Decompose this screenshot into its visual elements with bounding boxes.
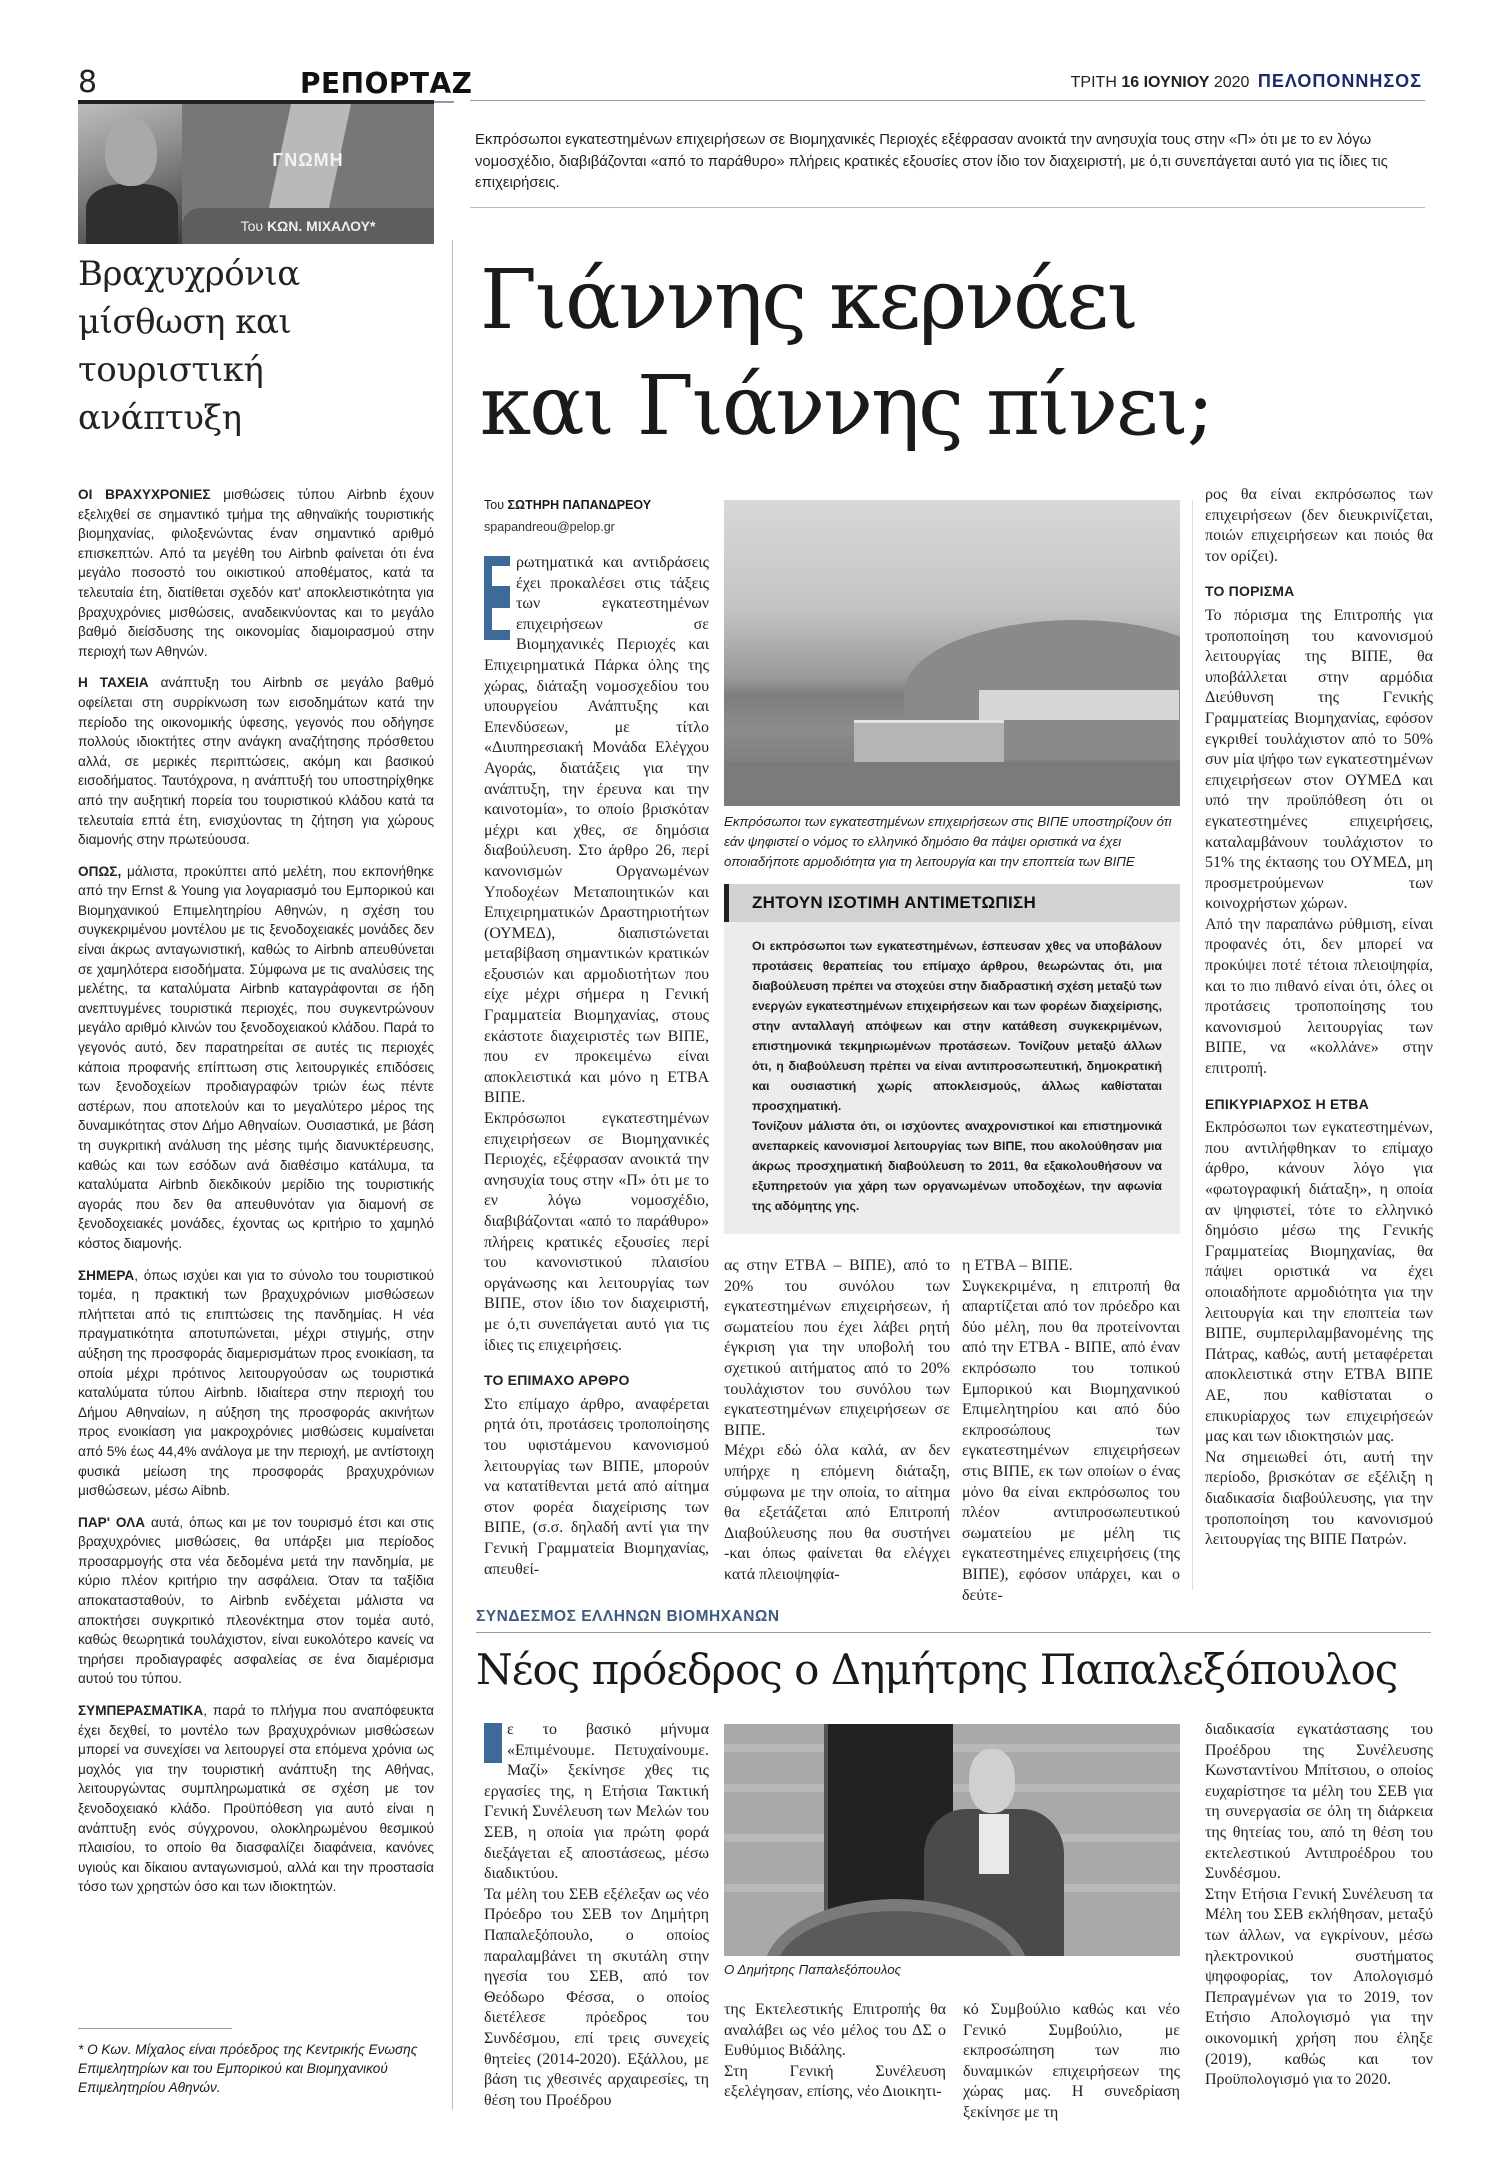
dropcap-m <box>484 1723 502 1763</box>
photo-building <box>854 720 1004 763</box>
photo-field <box>724 762 1180 806</box>
opinion-byline <box>182 208 434 244</box>
industrial-area-photo <box>724 500 1180 806</box>
article-paragraph: της Εκτελεστικής Επιτροπής θα αναλάβει ως νέο μέλος του ΔΣ ο Ευθύμιος Βιδάλης. <box>724 2001 946 2060</box>
sidebar-box-text <box>752 936 1162 1216</box>
article-paragraph: ας στην ΕΤΒΑ – ΒΙΠΕ), από το 20% του συνόλου των εγκατεστημένων επιχειρήσεων, ή σωματείου που έχει λάβει ρητή έγκριση για την υποβολή του σχετικού αιτήματος από το 20% τουλάχιστον του συνόλου των εγκατεστημένων επιχειρήσεων σε ΒΙΠΕ. <box>724 1257 950 1439</box>
article-byline <box>484 496 651 514</box>
paragraph-lead: ΟΠΩΣ, <box>78 863 122 879</box>
article-paragraph: η ΕΤΒΑ – ΒΙΠΕ. <box>962 1257 1073 1274</box>
sev-column-2 <box>724 2000 946 2103</box>
article-paragraph: Στο επίμαχο άρθρο, αναφέρεται ρητά ότι, προτάσεις τροποποίησης του υφιστάμενου κανονισμού λειτουργίας των ΒΙΠΕ, μπορούν να κατατίθενται μετά από αίτημα στον φορέα διαχείρισης των ΒΙΠΕ, (σ.σ. δηλαδή αντί για την Γενική Γραμματεία Βιομηχανίας, απευθεί- <box>484 1395 709 1578</box>
article-column-2 <box>724 1256 950 1586</box>
paragraph-lead: ΣΗΜΕΡΑ <box>78 1267 135 1283</box>
photo-caption: Εκπρόσωποι των εγκατεστημένων επιχειρήσεων στις ΒΙΠΕ υποστηρίζουν ότι εάν ψηφιστεί ο νόμος το ελληνικό δημόσιο θα πάψει οριστικά να έχει οποιαδήποτε αρμοδιότητα για τη λειτουργία και την εποπτεία των ΒΙΠΕ <box>724 814 1172 869</box>
opinion-paragraph <box>78 862 434 1254</box>
photo-speaker-head <box>969 1749 1015 1813</box>
paragraph-lead: Η ΤΑΧΕΙΑ <box>78 675 149 691</box>
opinion-paragraph <box>78 1513 434 1689</box>
lead-rule <box>470 207 1425 208</box>
opinion-title: Βραχυχρόνια μίσθωση και τουριστική ανάπτυξη <box>78 254 300 438</box>
sev-headline: Νέος πρόεδρος ο Δημήτρης Παπαλεξόπουλος <box>476 1645 1398 1694</box>
author-photo-head <box>105 118 157 186</box>
article-paragraph: Από την παραπάνω ρύθμιση, είναι προφανές ότι, δεν μπορεί να προκύψει ποτέ τέτοια πλειοψηφία, και το πιο πιθανό είναι ότι, όλες οι προτάσεις τροποποίησης του κανονισμού λειτουργίας των ΒΙΠΕ, να «κολλάνε» στην επιτροπή. <box>1205 915 1433 1078</box>
article-lead: Εκπρόσωποι εγκατεστημένων επιχειρήσεων σε Βιομηχανικές Περιοχές εξέφρασαν ανοικτά την ανησυχία τους στην «Π» ότι με το εν λόγω νομοσχέδιο, διαβιβάζονται «από το παράθυρο» πλήρεις κρατικές εξουσίες στον ίδιο τον διαχειριστή, με ό,τι συνεπάγεται αυτό για τις ίδιες τις επιχειρήσεις. <box>475 132 1388 191</box>
article-paragraph: ρος θα είναι εκπρόσωπος των επιχειρήσεων (δεν διευκρινίζεται, ποιών επιχειρήσεων και ποιός θα τον ορίζει). <box>1205 486 1433 565</box>
article-headline <box>480 248 1430 460</box>
section-title: ΡΕΠΟΡΤΑΖ <box>300 67 473 100</box>
dateline-date: 16 ΙΟΥΝΙΟΥ <box>1121 74 1210 91</box>
subheading: ΕΠΙΚΥΡΙΑΡΧΟΣ Η ΕΤΒΑ <box>1205 1095 1369 1112</box>
column-separator <box>1192 500 1193 1590</box>
column-divider <box>452 240 453 2110</box>
footnote-rule <box>78 2028 232 2029</box>
subheading: ΤΟ ΕΠΙΜΑΧΟ ΑΡΘΡΟ <box>484 1372 630 1389</box>
author-photo-suit <box>86 184 178 244</box>
box-paragraph: Τονίζουν μάλιστα ότι, οι ισχύοντες αναχρονιστικοί και επιστημονικά ανεπαρκείς κανονισμοί λειτουργίας των ΒΙΠΕ, που ακολούθησαν μια άκρως προσχηματική διαβούλευση το 2011, θα εξακολουθήσουν να εξυπηρετούν για χάρη των οργανωμένων υποδοχέων, την αφωνία της αδόμητης γης. <box>752 1119 1162 1213</box>
byline-prefix: Του <box>240 218 264 234</box>
photo-building <box>979 690 1179 720</box>
article-paragraph: Το πόρισμα της Επιτροπής για τροποποίηση του κανονισμού λειτουργίας της ΒΙΠΕ, θα υποβάλλεται στην αρμόδια Διεύθυνση της Γενικής Γραμματείας Βιομηχανίας, εφόσον εγκριθεί τουλάχιστον από το 50% συν μία ψήφο των εγκατεστημένων επιχειρήσεων στον ΟΥΜΕΔ και υπό την προϋπόθεση ότι οι εγκατεστημένες επιχειρήσεις, καταλαμβάνουν τουλάχιστον το 51% της έκτασης του ΟΥΜΕΔ, μη προσμετρούμενων των κοινοχρήστων χώρων. <box>1205 606 1433 913</box>
dateline-year: 2020 <box>1213 74 1250 91</box>
article-column-4 <box>1205 485 1433 1551</box>
article-paragraph: Εκπρόσωποι των εγκατεστημένων, που αντιλήφθηκαν το επίμαχο άρθρο, κάνουν λόγο για «φωτογραφική διάταξη», η οποία αν ψηφιστεί, τότε το ελληνικό δημόσιο μέσω της Γενικής Γραμματείας Βιομηχανίας, θα πάψει οριστικά να έχει οποιαδήποτε αρμοδιότητα για την λειτουργία και την εποπτεία των ΒΙΠΕ, συμπεριλαμβανομένης της Πάτρας, καθώς, αυτή μεταφέρεται αποκλειστικά στην ΕΤΒΑ ΒΙΠΕ ΑΕ, που καθίσταται ο επικυρίαρχος των επιχειρήσεών μας και των ιδιοκτησιών μας. <box>1205 1119 1433 1446</box>
article-paragraph: ε το βασικό μήνυμα «Επιμένουμε. Πετυχαίνουμε. Μαζί» ξεκίνησε χθες τις εργασίες της, η Ετήσια Τακτική Γενική Συνέλευση των Μελών του ΣΕΒ, η οποία για πρώτη φορά διεξάγεται εξ αποστάσεως, μέσω διαδικτύου. <box>484 1721 709 1883</box>
paragraph-text: αυτά, όπως και με τον τουρισμό έτσι και στις βραχυχρόνιες μισθώσεις, θα υπάρξει μια περίοδος προσαρμογής στα νέα δεδομένα μετά την πανδημία, με κύριο πλέον κριτήριο την ασφάλεια. Όταν τα ταξίδια αποκατασταθούν, το Airbnb ενδέχεται μάλιστα να αποκτήσει συγκριτικό πλεονέκτημα στον τομέα αυτό, καθώς θεωρητικά τουλάχιστον, είναι ευκολότερο κανείς να τηρήσει προδιαγραφές ασφαλείας σε ένα διαμέρισμα αυτού του τύπου. <box>78 1514 434 1687</box>
article-paragraph: Στη Γενική Συνέλευση εξελέγησαν, επίσης, νέο Διοικητι- <box>724 2062 946 2101</box>
article-author: ΣΩΤΗΡΗ ΠΑΠΑΝΔΡΕΟΥ <box>507 498 652 512</box>
opinion-label: ΓΝΩΜΗ <box>272 150 344 170</box>
byline-prefix: Του <box>484 498 505 512</box>
article-paragraph: Συγκεκριμένα, η επιτροπή θα απαρτίζεται από τον πρόεδρο και δύο μέλη, που θα προτείνονται από την ΕΤΒΑ - ΒΙΠΕ, από έναν εκπρόσωπο του τοπικού Εμπορικού και Βιομηχανικού Επιμελητηρίου και από δύο εκπροσώπους των εγκατεστημένων επιχειρήσεων στις ΒΙΠΕ, εκ των οποίων ο ένας μόνο θα είναι εκπρόσωπος του πλέον αντιπροσωπευτικού σωματείου με μέλη τις εγκατεστημένες επιχειρήσεις (της ΒΙΠΕ), εφόσον υπάρχει, και ο δεύτε- <box>962 1277 1180 1604</box>
paragraph-lead: ΣΥΜΠΕΡΑΣΜΑΤΙΚΑ <box>78 1703 204 1719</box>
headline-line-2: και Γιάννης πίνει; <box>480 359 1213 454</box>
paragraph-text: ανάπτυξη του Airbnb σε μεγάλο βαθμό οφείλεται στη συρρίκνωση των εισοδημάτων κατά την περίοδο της οικονομικής ύφεσης, γεγονός που οδήγησε πολλούς ιδιοκτήτες στην ανάγκη αναζήτησης πρόσθετου αλλά, σε μερικές περιπτώσεις, ακόμη και βασικού εισοδήματος. Ταυτόχρονα, η ανάπτυξή του υποστηρίχθηκε από την αυξητική πορεία του τουριστικού κλάδου κατά τα τελευταία επτά έτη, ενισχύοντας τη ζήτηση για χώρους διαμονής στην πρωτεύουσα. <box>78 675 434 848</box>
opinion-footnote: * Ο Κων. Μίχαλος είναι πρόεδρος της Κεντρικής Ενωσης Επιμελητηρίων και του Εμπορικού και Βιομηχανικού Επιμελητηρίου Αθηνών. <box>78 2042 418 2095</box>
author-email[interactable]: spapandreou@pelop.gr <box>484 520 615 534</box>
article-paragraph: Στην Ετήσια Γενική Συνέλευση τα Μέλη του ΣΕΒ εκλήθησαν, μεταξύ των άλλων, να εγκρίνουν, μέσω ηλεκτρονικού συστήματος ψηφοφορίας, τον Απολογισμό Πεπραγμένων για το 2019, τον Ετήσιο Απολογισμό για την οικονομική χρήση που έληξε (2019), καθώς και τον Προϋπολογισμό για το 2020. <box>1205 1885 1433 2089</box>
article-paragraph: κό Συμβούλιο καθώς και νέο Γενικό Συμβούλιο, με εκπροσώπηση των πιο δυναμικών επιχειρήσεων της χώρας μας. Η συνεδρίαση ξεκίνησε με τη <box>963 2001 1180 2121</box>
opinion-paragraph <box>78 485 434 661</box>
page-number: 8 <box>78 65 98 100</box>
article-paragraph: Να σημειωθεί ότι, αυτή την περίοδο, βρισκόταν σε εξέλιξη η διαδικασία διαβούλευσης, για την τροποποίηση του κανονισμού λειτουργίας της ΒΙΠΕ Πατρών. <box>1205 1448 1433 1549</box>
paragraph-text: , όπως ισχύει και για το σύνολο του τουριστικού τομέα, η πρακτική των βραχυχρόνιων μισθώσεων πλήττεται από τις επιπτώσεις της πανδημίας. Η νέα πραγματικότητα αποτυπώνεται, μέχρι στιγμής, στην αύξηση της προσφοράς διαμερισμάτων προς ενοικίαση, τα οποία μέχρι πρότινος λειτουργούσαν ως τουριστικά καταλύματα τύπου Airbnb. Ιδιαίτερα στην περιοχή του Δήμου Αθηναίων, η αύξηση της προσφοράς ακινήτων προς ενοικίαση για μακροχρόνιες μισθώσεις κυμαίνεται από 5% έως 44,4% ανάλογα με την περιοχή, με αντίστοιχη φυσικά μείωση της προσφοράς βραχυχρόνιων μισθώσεων, μέσω Aibnb. <box>78 1267 434 1499</box>
opinion-author: ΚΩΝ. ΜΙΧΑΛΟΥ* <box>266 218 376 234</box>
dropcap-e <box>484 556 510 640</box>
dateline <box>1071 72 1422 92</box>
dropcap-letter <box>484 560 510 581</box>
sev-column-3 <box>963 2000 1180 2124</box>
photo-speaker-shirt <box>979 1814 1009 1874</box>
sev-kicker: ΣΥΝΔΕΣΜΟΣ ΕΛΛΗΝΩΝ ΒΙΟΜΗΧΑΝΩΝ <box>476 1608 780 1625</box>
sidebar-box-title: ΖΗΤΟΥΝ ΙΣΟΤΙΜΗ ΑΝΤΙΜΕΤΩΠΙΣΗ <box>752 893 1037 912</box>
opinion-body <box>78 485 434 1909</box>
paragraph-lead: ΠΑΡ' ΟΛΑ <box>78 1514 146 1530</box>
opinion-paragraph <box>78 673 434 849</box>
subheading: ΤΟ ΠΟΡΙΣΜΑ <box>1205 583 1295 600</box>
kicker-rule <box>476 1632 1431 1633</box>
box-paragraph: Οι εκπρόσωποι των εγκατεστημένων, έσπευσαν χθες να υποβάλουν προτάσεις θεραπείας του επίμαχο άρθρου, θεωρώντας ότι, μια διαβούλευση πρέπει να στοχεύει στην διαδραστική σχέση μεταξύ των ενεργών εγκατεστημένων επιχειρήσεων και των φορέων διαχείρισης, στην ανταλλαγή απόψεων και στην κατάθεση συγκεκριμένων, επιστημονικά τεκμηριωμένων προτάσεων. Τονίζουν μεταξύ άλλων ότι, η διαβούλευση πρέπει να είναι αντιπροσωπευτική, δημοκρατική και ουσιαστική χωρίς αποκλεισμούς, άλλως καθίσταται προσχηματική. <box>752 939 1162 1113</box>
dateline-day: ΤΡΙΤΗ <box>1070 74 1117 91</box>
opinion-paragraph <box>78 1266 434 1501</box>
article-column-1 <box>484 553 709 1580</box>
paragraph-lead: ΟΙ ΒΡΑΧΥΧΡΟΝΙΕΣ <box>78 487 211 502</box>
article-column-3 <box>962 1256 1180 1606</box>
top-rule <box>470 100 1425 101</box>
sev-column-4 <box>1205 1720 1433 2091</box>
article-paragraph: Τα μέλη του ΣΕΒ εξέλεξαν ως νέο Πρόεδρο του ΣΕΒ τον Δημήτρη Παπαλεξόπουλο, ο οποίος παραλαμβάνει τη σκυτάλη στην ηγεσία του ΣΕΒ, από τον Θεόδωρο Φέσσα, ο οποίος διετέλεσε πρόεδρος του Συνδέσμου, επί τρεις συνεχείς θητείες (2014-2020). Εξάλλου, με βάση τις χθεσινές αρχαιρεσίες, τη θέση του Προέδρου <box>484 1885 709 2109</box>
article-paragraph: διαδικασία εγκατάστασης του Προέδρου της Συνέλευσης Κωνσταντίνου Μπίτσιου, ο οποίος ευχαρίστησε τα μέλη του ΣΕΒ για τη συνεργασία σε όλη τη διάρκεια της θητείας του, από τη θέση του εκτελεστικού Αντιπροέδρου του Συνδέσμου. <box>1205 1721 1433 1883</box>
article-paragraph: Εκπρόσωποι εγκατεστημένων επιχειρήσεων σε Βιομηχανικές Περιοχές, εξέφρασαν ανοικτά την ανησυχία τους στην «Π» ότι με το εν λόγω νομοσχέδιο, διαβιβάζονται «από το παράθυρο» πλήρεις κρατικές εξουσίες περί του κανονιστικού πλαισίου οργάνωσης και λειτουργίας των ΒΙΠΕ, στον ίδιο τον διαχειριστή, με ό,τι συνεπάγεται αυτό για τις ίδιες τις επιχειρήσεις. <box>484 1110 709 1354</box>
article-paragraph: Μέχρι εδώ όλα καλά, αν δεν υπήρχε η επόμενη διάταξη, σύμφωνα με την οποία, το αίτημα θα εξετάζεται από Επιτροπή Διαβούλευσης που θα συστήνει -και όπως φαίνεται θα ελέγχει κατά πλειοψηφία- <box>724 1442 950 1583</box>
headline-line-1: Γιάννης κερνάει <box>480 253 1138 348</box>
opinion-paragraph <box>78 1701 434 1897</box>
photo-caption: Ο Δημήτρης Παπαλεξόπουλος <box>724 1962 902 1977</box>
sidebar-box-bar <box>724 884 729 922</box>
paragraph-text: μισθώσεις τύπου Airbnb έχουν εξελιχθεί σε σημαντικό τμήμα της αθηναϊκής τουριστικής βιομηχανίας, φιλοξενώντας έναν σημαντικό αριθμό επισκεπτών. Από τα μεγέθη του Airbnb φαίνεται ότι ένα μεγάλο ποσοστό του οικιστικού αποθέματος, κατά τα τελευταία έτη, διατίθεται σχεδόν κατ' αποκλειστικότητα για βραχυχρόνιες μισθώσεις, αναδεικνύοντας και το μεγάλο βαθμό διείσδυσης της οικονομίας διαμοιρασμού στην περιοχή των Αθηνών. <box>78 487 434 659</box>
newspaper-brand[interactable]: ΠΕΛΟΠΟΝΝΗΣΟΣ <box>1257 71 1422 91</box>
article-paragraph: ρωτηματικά και αντιδράσεις έχει προκαλέσει στις τάξεις των εγκατεστημένων επιχειρήσεων σε Βιομηχανικές Περιοχές και Επιχειρηματικά Πάρκα όλης της χώρας, διάταξη νομοσχεδίου του υπουργείου Ανάπτυξης και Επενδύσεων, με τίτλο «Διυπηρεσιακή Μονάδα Ελέγχου Αγοράς, διατάξεις για την ανάπτυξη, την έρευνα και την καινοτομία», το οποίο βρισκόταν μέχρι και χθες, σε δημόσια διαβούλευση. Στο άρθρο 26, περί κανονισμών Οργανωμένων Υποδοχέων Μεταποιητικών και Επιχειρηματικών Δραστηριοτήτων (ΟΥΜΕΔ), διαπιστώνεται μεταβίβαση σημαντικών κρατικών εξουσιών και αρμοδιοτήτων που είχε μέχρι σήμερα η Γενική Γραμματεία Βιομηχανίας, στους εκάστοτε διαχειριστές των ΒΙΠΕ, που εν προκειμένω είναι αποκλειστικά και μόνο η ΕΤΒΑ ΒΙΠΕ. <box>484 554 709 1107</box>
sev-column-1 <box>484 1720 709 2111</box>
header-rule-accent <box>434 101 454 103</box>
paragraph-text: μάλιστα, προκύπτει από μελέτη, που εκπονήθηκε από την Ernst & Young για λογαριασμό του Εμπορικού και Βιομηχανικού Επιμελητηρίου Αθηνών, η σχέση του συγκεκριμένου μοντέλου με τις ξενοδοχειακές μονάδες δεν είναι άκρως ανταγωνιστική, καθώς το Airbnb απευθύνεται σε χαμηλότερα εισοδήματα. Σύμφωνα με τις αναλύσεις της μελέτης, τα καταλύματα Airbnb καταγράφονται σε ήδη ανεπτυγμένες τουριστικά περιοχές, που συγκεντρώνουν μεγάλο αριθμό κλινών του ξενοδοχειακού κλάδου. Παρά το γεγονός αυτό, δεν παρατηρείται σε αυτές τις περιοχές κάποια προφανής επίπτωση στις λειτουργικές επιδόσεις των ξενοδοχείων προδιαγραφών τριών έως πέντε αστέρων, που αποτελούν και το μεγαλύτερο μέρος της δυναμικότητας στον Δήμο Αθηναίων. Ουσιαστικά, με βάση τη συγκριτική ανάλυση της μέσης τιμής διανυκτέρευσης, καθώς και των εσόδων ανά διαθέσιμο κατάλυμα, τα καταλύματα Airbnb διεκδικούν μερίδιο της τουριστικής αγοράς που δεν θα απευθυνόταν για διαμονή σε ξενοδοχειακές μονάδες, έχοντας ως κριτήριο το χαμηλό κόστος διαμονής. <box>78 863 434 1251</box>
papalexopoulos-photo <box>724 1724 1180 1956</box>
paragraph-text: , παρά το πλήγμα που αναπόφευκτα έχει δεχθεί, το μοντέλο των βραχυχρόνιων μισθώσεων μπορεί να συνεχίσει να λειτουργεί στα επόμενα χρόνια ως μοχλός για την τουριστική ανάπτυξη της Αθήνας, λειτουργώντας συμπληρωματικά σε σχέση με τον ξενοδοχειακό κλάδο. Προϋπόθεση για αυτό είναι η ανάπτυξη ενός σύγχρονου, ολοκληρωμένου θεσμικού πλαισίου, το οποίο θα διασφαλίζει διαφάνεια, κανόνες υγιούς και δίκαιου ανταγωνισμού, αλλά και την προστασία τόσο των χρηστών όσο και των ιδιοκτητών. <box>78 1703 434 1895</box>
